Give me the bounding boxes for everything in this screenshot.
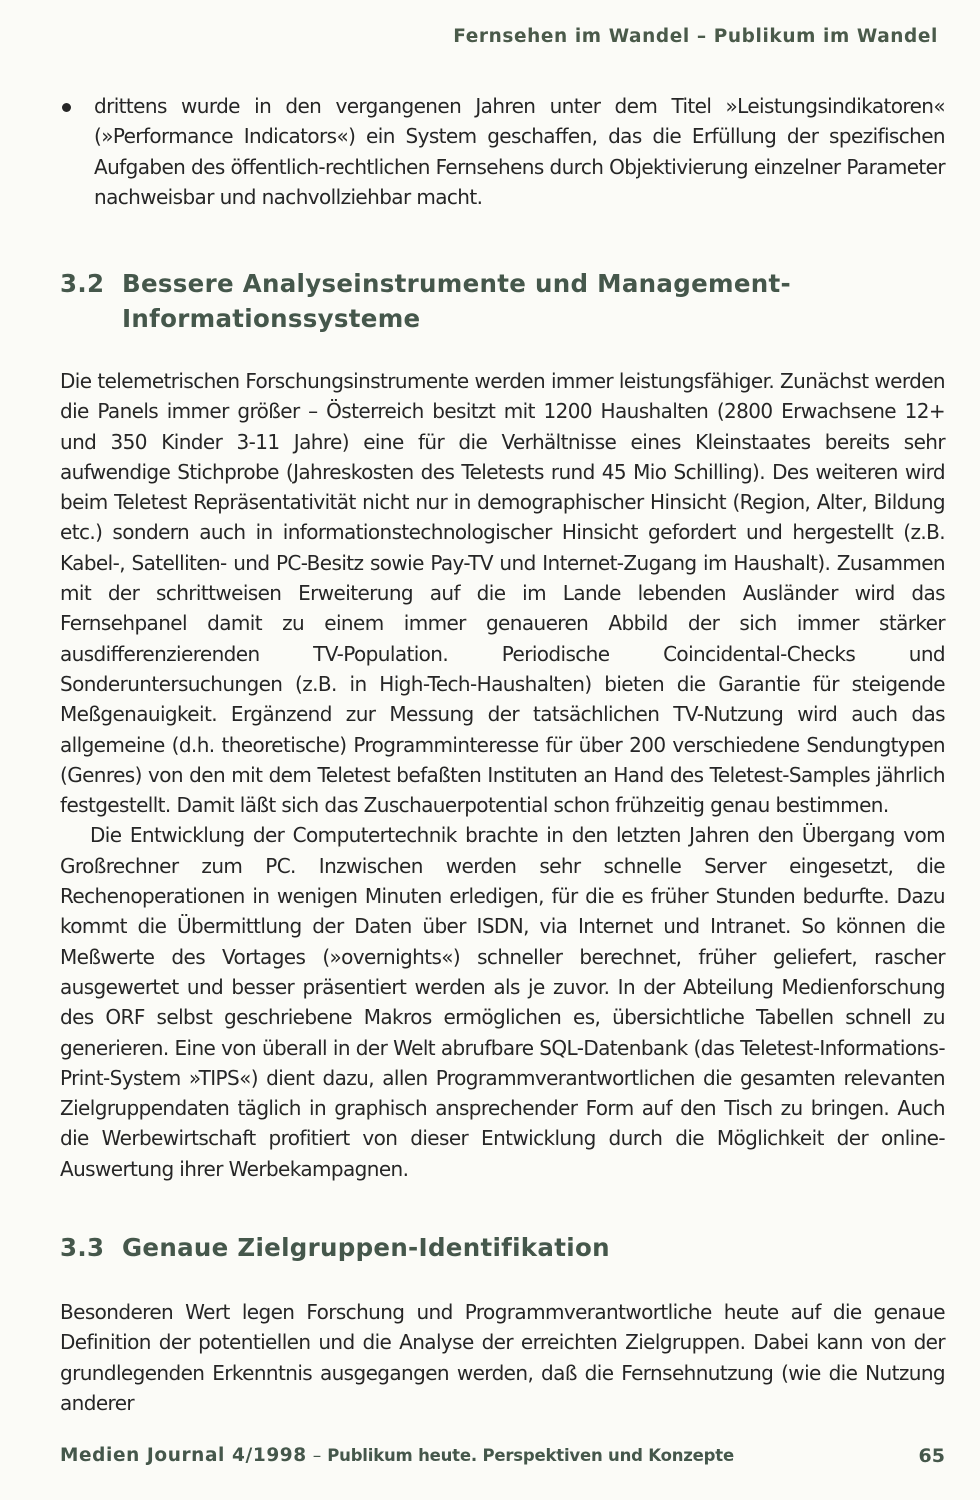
page-number: 65: [918, 1445, 945, 1467]
section-heading-3-3: [60, 1230, 945, 1265]
paragraph: Die telemetrischen Forschungsinstrumente werden immer leistungsfähiger. Zunächst werden die Panels immer größer – Österreich besitzt mit 1200 Haushalten (2800 Erwachsene 12+ und 350 Kinder 3-11 Jahre) eine für die Verhältnisse eines Kleinstaates bereits sehr aufwendige Stichprobe (Jahreskosten des Teletests rund 45 Mio Schilling). Des weiteren wird beim Teletest Repräsentativität nicht nur in demographischer Hinsicht (Region, Alter, Bildung etc.) sondern auch in informationstechnologischer Hinsicht gefordert und hergestellt (z.B. Kabel-, Satelliten- und PC-Besitz sowie Pay-TV und Internet-Zugang im Haushalt). Zusammen mit der schrittweisen Erweiterung auf die im Lande lebenden Ausländer wird das Fernsehpanel damit zu einem immer genaueren Abbild der sich immer stärker ausdifferenzierenden TV-Population. Periodische Coincidental-Checks und Sonderuntersuchungen (z.B. in High-Tech-Haushalten) bieten die Garantie für steigende Meßgenauigkeit. Ergänzend zur Messung der tatsächlichen TV-Nutzung wird auch das allgemeine (d.h. theoretische) Programminteresse für über 200 verschiedene Sendungtypen (Genres) von den mit dem Teletest befaßten Instituten an Hand des Teletest-Samples jährlich festgestellt. Damit läßt sich das Zuschauerpotential schon frühzeitig genau bestimmen.: [60, 369, 945, 818]
section-heading-3-2: [60, 266, 945, 336]
footer-issue-subtitle: Publikum heute. Perspektiven und Konzepte: [327, 1446, 734, 1465]
bullet-list-item: [60, 91, 945, 212]
footer-separator: –: [312, 1446, 322, 1466]
paragraph: Die Entwicklung der Computertechnik brachte in den letzten Jahren den Übergang vom Großrechner zum PC. Inzwischen werden sehr schnelle Server eingesetzt, die Rechenoperationen in wenigen Minuten erledigen, für die es früher Stunden bedurfte. Dazu kommt die Übermittlung der Daten über ISDN, via Internet und Intranet. So können die Meßwerte des Vortages (»overnights«) schneller berechnet, früher geliefert, rascher ausgewertet und besser präsentiert werden als je zuvor. In der Abteilung Medienforschung des ORF selbst geschriebene Makros ermöglichen es, übersichtliche Tabellen schnell zu generieren. Eine von überall in der Welt abrufbare SQL-Datenbank (das Teletest-Informations-Print-System »TIPS«) dient dazu, allen Programmverantwortlichen die gesamten relevanten Zielgruppendaten täglich in graphisch ansprechender Form auf den Tisch zu bringen. Auch die Werbewirtschaft profitiert von dieser Entwicklung durch die Möglichkeit der online-Auswertung ihrer Werbekampagnen.: [60, 823, 945, 1181]
section-body-3-2: [60, 366, 945, 1184]
section-title: Genaue Zielgruppen-Identifikation: [122, 1233, 610, 1262]
running-header: Fernsehen im Wandel – Publikum im Wandel: [453, 26, 938, 47]
footer-journal-title: Medien Journal 4/1998: [60, 1445, 307, 1466]
paragraph: Besonderen Wert legen Forschung und Programmverantwortliche heute auf die genaue Definition der potentiellen und die Analyse der erreichten Zielgruppen. Dabei kann von der grundlegenden Erkenntnis ausgegangen werden, daß die Fernsehnutzung (wie die Nutzung anderer: [60, 1300, 945, 1415]
page-footer: [60, 1445, 945, 1466]
section-number: 3.2: [60, 269, 105, 298]
bullet-text: drittens wurde in den vergangenen Jahren unter dem Titel »Leistungsindikatoren« (»Performance Indicators«) ein System geschaffen, das die Erfüllung der spezifischen Aufgaben des öffentlich-rechtlichen Fernsehens durch Objektivierung einzelner Parameter nachweisbar und nachvollziehbar macht.: [94, 94, 945, 209]
section-body-3-3: [60, 1297, 945, 1418]
section-number: 3.3: [60, 1233, 105, 1262]
bullet-icon: [62, 103, 71, 112]
section-title-line-2: Informationssysteme: [122, 304, 421, 333]
section-title-line-1: Bessere Analyseinstrumente und Management-: [122, 269, 791, 298]
